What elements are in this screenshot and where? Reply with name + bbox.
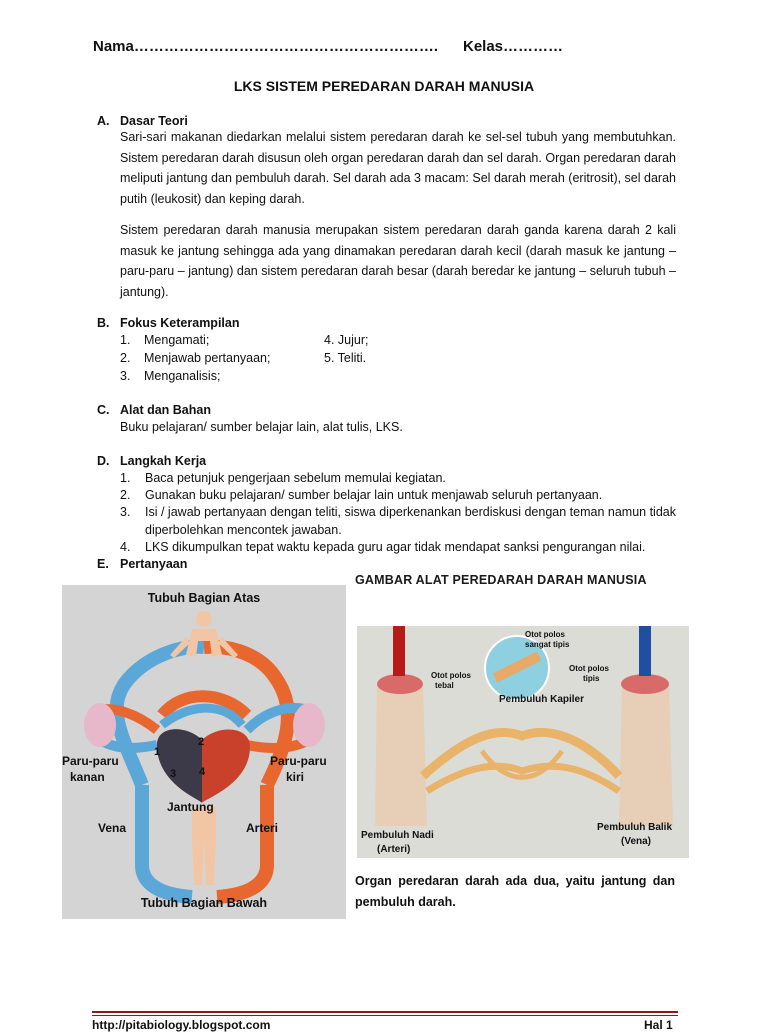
vein-arrow	[639, 626, 651, 676]
label-vein-vessel-2: (Vena)	[621, 836, 652, 847]
name-field: Nama…………………………………………………….	[93, 38, 439, 55]
label-lower-body: Tubuh Bagian Bawah	[140, 896, 268, 910]
section-c-letter: C.	[97, 403, 110, 417]
artery-muscle-ring	[377, 674, 423, 694]
skill-item-right: 4. Jujur;	[324, 333, 369, 347]
step-item: 3. Isi / jawab pertanyaan dengan teliti, siswa diperkenankan berdiskusi dengan teman namun tidak diperbolehkan mencontek jawaban.	[120, 505, 676, 537]
skill-item-text: Menganalisis;	[144, 369, 221, 383]
label-capillary: Pembuluh Kapiler	[499, 694, 585, 705]
blood-vessel-diagram	[357, 626, 689, 858]
footer-divider	[92, 1011, 678, 1013]
skill-item: 1.	[120, 333, 131, 347]
label-artery-vessel-2: (Arteri)	[377, 844, 411, 855]
section-c-heading: Alat dan Bahan	[120, 403, 211, 417]
vein-muscle-ring	[621, 674, 669, 694]
label-right-lung: Paru-paru	[62, 754, 119, 768]
vein-tube	[619, 684, 673, 826]
label-left-lung: Paru-paru	[270, 754, 327, 768]
step-item: 1. Baca petunjuk pengerjaan sebelum memulai kegiatan.	[120, 471, 446, 485]
skill-item: 2.	[120, 351, 131, 365]
label-heart: Jantung	[167, 800, 214, 814]
section-a-heading: Dasar Teori	[120, 114, 188, 128]
label-vein-muscle: Otot polos	[569, 664, 609, 673]
section-d-heading: Langkah Kerja	[120, 454, 207, 468]
label-right-lung-2: kanan	[70, 770, 105, 784]
label-left-lung-2: kiri	[286, 770, 305, 784]
chamber-4: 4	[199, 766, 206, 778]
figure-title: GAMBAR ALAT PEREDARAH DARAH MANUSIA	[355, 573, 647, 587]
label-vein: Vena	[98, 821, 127, 835]
left-lung	[293, 703, 325, 747]
footer-page-number: Hal 1	[644, 1018, 673, 1032]
figure-caption: Organ peredaran darah ada dua, yaitu jantung dan pembuluh darah.	[355, 874, 675, 909]
chamber-3: 3	[170, 768, 177, 780]
label-artery-vessel: Pembuluh Nadi	[361, 830, 434, 841]
step-item: 2. Gunakan buku pelajaran/ sumber belajar lain untuk menjawab seluruh pertanyaan.	[120, 488, 603, 502]
artery-tube	[375, 684, 427, 826]
theory-paragraph-2: Sistem peredaran darah manusia merupakan sistem peredaran darah ganda karena darah 2 kali masuk ke jantung sehingga ada yang dinamakan peredaran darah kecil (darah masuk ke jantung – paru-paru – jantung) dan sistem peredaran darah besar (darah beredar ke jantung – seluruh tubuh – jantung).	[120, 223, 676, 299]
label-thin-muscle-2: sangat tipis	[525, 640, 570, 649]
footer-url[interactable]: http://pitabiology.blogspot.com	[92, 1018, 271, 1032]
artery-arrow	[393, 626, 405, 676]
class-field: Kelas…………	[463, 38, 564, 55]
skill-item: 3.	[120, 369, 131, 383]
label-upper-body: Tubuh Bagian Atas	[147, 591, 261, 605]
skill-item-right: 5. Teliti.	[324, 351, 367, 365]
right-lung	[84, 703, 116, 747]
label-artery: Arteri	[246, 821, 279, 835]
theory-paragraph-1: Sari-sari makanan diedarkan melalui sistem peredaran darah ke sel-sel tubuh yang membutuhkan. Sistem peredaran darah disusun oleh organ peredaran darah dan sel darah. Organ peredaran darah meliputi jantung dan pembuluh darah. Sel darah ada 3 macam: Sel darah merah (eritrosit), sel darah putih (leukosit) dan keping darah.	[120, 130, 676, 206]
label-thick-muscle: Otot polos	[431, 671, 471, 680]
chamber-2: 2	[198, 736, 205, 748]
footer-divider-thin	[92, 1015, 678, 1016]
materials-text: Buku pelajaran/ sumber belajar lain, alat tulis, LKS.	[120, 420, 403, 434]
label-thick-muscle-2: tebal	[435, 681, 454, 690]
section-e-heading: Pertanyaan	[120, 557, 188, 571]
page-title: LKS SISTEM PEREDARAN DARAH MANUSIA	[233, 78, 535, 94]
skill-item-text: Mengamati;	[144, 333, 210, 347]
label-thin-muscle: Otot polos	[525, 630, 565, 639]
step-item: 4. LKS dikumpulkan tepat waktu kepada guru agar tidak mendapat sanksi pengurangan nilai.	[120, 540, 646, 554]
skill-item-text: Menjawab pertanyaan;	[144, 351, 271, 365]
label-vein-vessel: Pembuluh Balik	[597, 822, 673, 833]
section-a-letter: A.	[97, 114, 110, 128]
section-d-letter: D.	[97, 454, 110, 468]
section-b-heading: Fokus Keterampilan	[120, 316, 240, 330]
section-e-letter: E.	[97, 557, 109, 571]
circulation-diagram	[62, 585, 346, 919]
label-vein-muscle-2: tipis	[583, 674, 600, 683]
chamber-1: 1	[154, 746, 161, 758]
section-b-letter: B.	[97, 316, 110, 330]
